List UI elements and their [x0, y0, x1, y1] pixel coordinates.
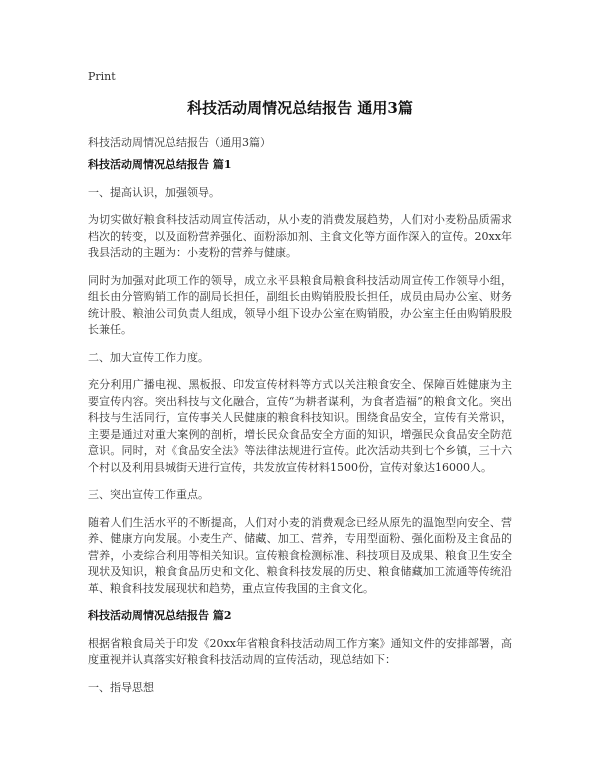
section-heading-2: 科技活动周情况总结报告 篇2	[88, 609, 232, 622]
paragraph: 一、指导思想	[88, 680, 154, 694]
paragraph: 根据省粮食局关于印发《20xx年省粮食科技活动周工作方案》通知文件的安排部署，高度重视并认真落实好粮食科技活动周的宣传活动，现总结如下：	[88, 636, 512, 666]
paragraph: 同时为加强对此项工作的领导，成立永平县粮食局粮食科技活动周宣传工作领导小组，组长由分管购销工作的副局长担任，副组长由购销股股长担任，成员由局办公室、财务统计股、粮油公司负责人组成，领导小组下设办公室在购销股，办公室主任由购销股股长兼任。	[88, 273, 512, 336]
document-subtitle: 科技活动周情况总结报告（通用3篇）	[88, 136, 271, 149]
section-heading-1: 科技活动周情况总结报告 篇1	[88, 158, 232, 171]
paragraph: 为切实做好粮食科技活动周宣传活动，从小麦的消费发展趋势，人们对小麦粉品质需求档次的转变，以及面粉营养强化、面粉添加剂、主食文化等方面作深入的宣传。20xx年我县活动的主题为：小麦粉的营养与健康。	[88, 213, 512, 259]
page-title: 科技活动周情况总结报告 通用3篇	[187, 99, 413, 117]
paragraph: 随着人们生活水平的不断提高，人们对小麦的消费观念已经从原先的温饱型向安全、营养、健康方向发展。小麦生产、储藏、加工、营养，专用型面粉、强化面粉及主食品的营养，小麦综合利用等相关知识。宣传粮食检测标准、科技项目及成果、粮食卫生安全现状及知识，粮食食品历史和文化、粮食科技发展的历史、粮食储藏加工流通等传统沿革、粮食科技发展现状和趋势，重点宣传我国的主食文化。	[88, 515, 512, 595]
document-body	[88, 157, 512, 707]
paragraph: 充分利用广播电视、黑板报、印发宣传材料等方式以关注粮食安全、保障百姓健康为主要宣传内容。突出科技与文化融合，宣传“为耕者谋利，为食者造福”的粮食文化。突出科技与生活同行，宣传事关人民健康的粮食科技知识。围绕食品安全，宣传有关常识，主要是通过对重大案例的剖析，增长民众食品安全方面的知识，增强民众食品安全防范意识。同时，对《食品安全法》等法律法规进行宣传。此次活动共到七个乡镇，三十六个村以及利用县城街天进行宣传，共发放宣传材料1500份，宣传对象达16000人。	[88, 378, 512, 474]
paragraph: 三、突出宣传工作重点。	[88, 488, 209, 501]
print-link[interactable]: Print	[88, 70, 116, 83]
paragraph: 二、加大宣传工作力度。	[88, 350, 209, 364]
paragraph: 一、提高认识，加强领导。	[88, 185, 220, 199]
